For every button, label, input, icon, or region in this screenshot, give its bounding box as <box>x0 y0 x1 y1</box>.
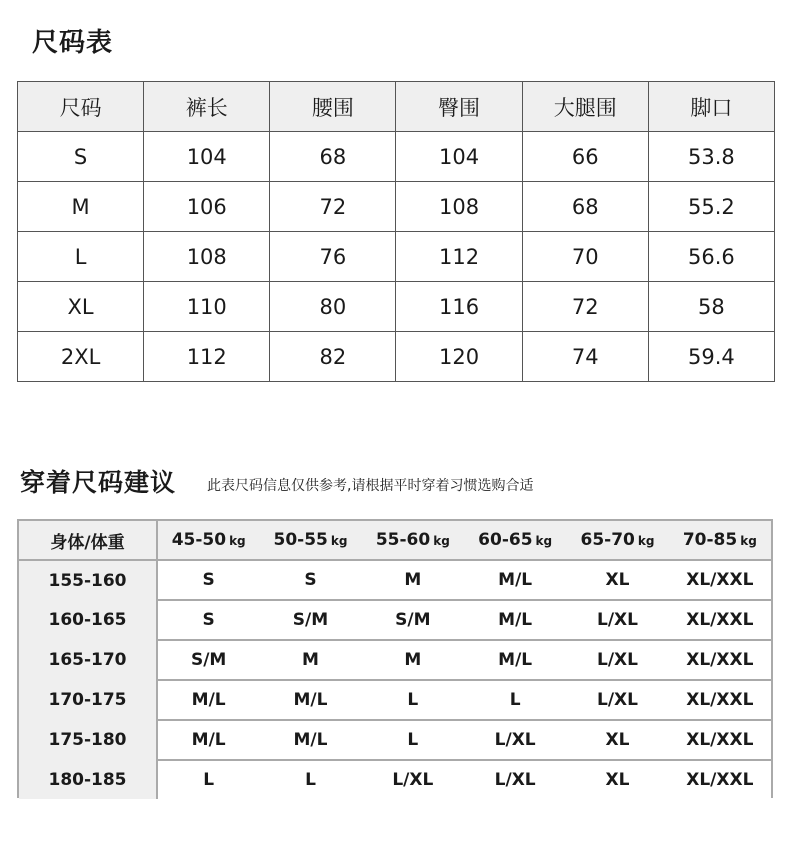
size-suggestion: L <box>362 680 464 720</box>
height-cell: 165-170 <box>19 640 157 680</box>
size-suggestion: L/XL <box>566 640 668 680</box>
table-cell: 104 <box>144 132 270 182</box>
size-chart-title: 尺码表 <box>32 28 114 58</box>
recommendation-table <box>19 521 771 799</box>
weight-header <box>259 521 361 560</box>
table-cell: 120 <box>396 332 522 382</box>
weight-range: 70-85 <box>682 530 738 550</box>
table-row <box>19 680 771 720</box>
table-cell: 104 <box>396 132 522 182</box>
table-cell: 53.8 <box>648 132 774 182</box>
weight-header <box>157 521 259 560</box>
size-suggestion: S <box>157 560 259 600</box>
size-suggestion: XL/XXL <box>669 560 771 600</box>
table-cell: 108 <box>396 182 522 232</box>
size-suggestion: S/M <box>157 640 259 680</box>
table-row <box>18 132 775 182</box>
table-cell: 74 <box>522 332 648 382</box>
corner-header: 身体/体重 <box>19 521 157 560</box>
size-suggestion: M/L <box>259 720 361 760</box>
weight-unit: kg <box>637 534 655 548</box>
height-cell: 160-165 <box>19 600 157 640</box>
table-row <box>19 720 771 760</box>
size-suggestion: XL <box>566 760 668 799</box>
size-suggestion: XL <box>566 720 668 760</box>
size-suggestion: L/XL <box>566 680 668 720</box>
size-suggestion: M <box>362 560 464 600</box>
table-row <box>18 282 775 332</box>
table-cell: 58 <box>648 282 774 332</box>
table-row <box>18 232 775 282</box>
header-cell: 尺码 <box>18 82 144 132</box>
size-suggestion: XL <box>566 560 668 600</box>
size-cell: 2XL <box>18 332 144 382</box>
size-suggestion: M/L <box>464 640 566 680</box>
weight-unit: kg <box>433 534 450 548</box>
size-suggestion: L <box>157 760 259 799</box>
size-suggestion: L/XL <box>566 600 668 640</box>
size-suggestion: M/L <box>259 680 361 720</box>
height-cell: 170-175 <box>19 680 157 720</box>
size-suggestion: XL/XXL <box>669 760 771 799</box>
table-cell: 82 <box>270 332 396 382</box>
size-cell: M <box>18 182 144 232</box>
size-suggestion: XL/XXL <box>669 680 771 720</box>
recommendation-table-frame <box>17 519 773 798</box>
header-cell: 大腿围 <box>522 82 648 132</box>
table-cell: 112 <box>144 332 270 382</box>
size-suggestion: M/L <box>157 680 259 720</box>
weight-range: 60-65 <box>478 530 533 550</box>
size-suggestion: XL/XXL <box>669 640 771 680</box>
size-cell: XL <box>18 282 144 332</box>
weight-header <box>362 521 464 560</box>
table-cell: 68 <box>522 182 648 232</box>
size-cell: L <box>18 232 144 282</box>
weight-range: 55-60 <box>375 530 431 550</box>
table-cell: 72 <box>522 282 648 332</box>
table-cell: 76 <box>270 232 396 282</box>
table-row <box>18 332 775 382</box>
size-suggestion: L/XL <box>464 760 566 799</box>
size-suggestion: S <box>157 600 259 640</box>
size-suggestion: S <box>259 560 361 600</box>
table-row <box>19 640 771 680</box>
header-cell: 臀围 <box>396 82 522 132</box>
table-cell: 116 <box>396 282 522 332</box>
size-suggestion: S/M <box>362 600 464 640</box>
size-suggestion: XL/XXL <box>669 720 771 760</box>
size-suggestion: XL/XXL <box>669 600 771 640</box>
table-cell: 72 <box>270 182 396 232</box>
table-cell: 112 <box>396 232 522 282</box>
table-cell: 106 <box>144 182 270 232</box>
table-row <box>19 560 771 600</box>
size-suggestion: M <box>362 640 464 680</box>
table-cell: 56.6 <box>648 232 774 282</box>
weight-unit: kg <box>229 534 246 548</box>
header-cell: 裤长 <box>144 82 270 132</box>
height-cell: 180-185 <box>19 760 157 799</box>
size-suggestion: L <box>259 760 361 799</box>
size-suggestion: M/L <box>464 560 566 600</box>
table-row <box>19 760 771 799</box>
header-cell: 腰围 <box>270 82 396 132</box>
weight-header <box>464 521 566 560</box>
height-cell: 175-180 <box>19 720 157 760</box>
table-cell: 55.2 <box>648 182 774 232</box>
size-cell: S <box>18 132 144 182</box>
weight-range: 45-50 <box>171 530 227 550</box>
table-cell: 66 <box>522 132 648 182</box>
size-chart-table <box>17 81 775 382</box>
size-suggestion: L/XL <box>464 720 566 760</box>
weight-unit: kg <box>330 534 348 548</box>
table-cell: 110 <box>144 282 270 332</box>
recommendation-title: 穿着尺码建议 <box>20 468 177 497</box>
size-suggestion: M/L <box>157 720 259 760</box>
table-cell: 70 <box>522 232 648 282</box>
size-suggestion: M/L <box>464 600 566 640</box>
table-cell: 80 <box>270 282 396 332</box>
table-row <box>19 600 771 640</box>
table-cell: 108 <box>144 232 270 282</box>
recommendation-header-row <box>19 521 771 560</box>
size-suggestion: L <box>464 680 566 720</box>
size-suggestion: L <box>362 720 464 760</box>
height-cell: 155-160 <box>19 560 157 600</box>
weight-header <box>566 521 668 560</box>
weight-unit: kg <box>740 534 757 548</box>
weight-range: 65-70 <box>580 530 635 550</box>
size-chart-header-row <box>18 82 775 132</box>
size-suggestion: S/M <box>259 600 361 640</box>
weight-range: 50-55 <box>273 530 328 550</box>
weight-header <box>669 521 771 560</box>
size-suggestion: L/XL <box>362 760 464 799</box>
size-suggestion: M <box>259 640 361 680</box>
recommendation-subtitle: 此表尺码信息仅供参考,请根据平时穿着习惯选购合适 <box>207 478 534 494</box>
weight-unit: kg <box>535 534 553 548</box>
table-cell: 59.4 <box>648 332 774 382</box>
header-cell: 脚口 <box>648 82 774 132</box>
table-row <box>18 182 775 232</box>
table-cell: 68 <box>270 132 396 182</box>
